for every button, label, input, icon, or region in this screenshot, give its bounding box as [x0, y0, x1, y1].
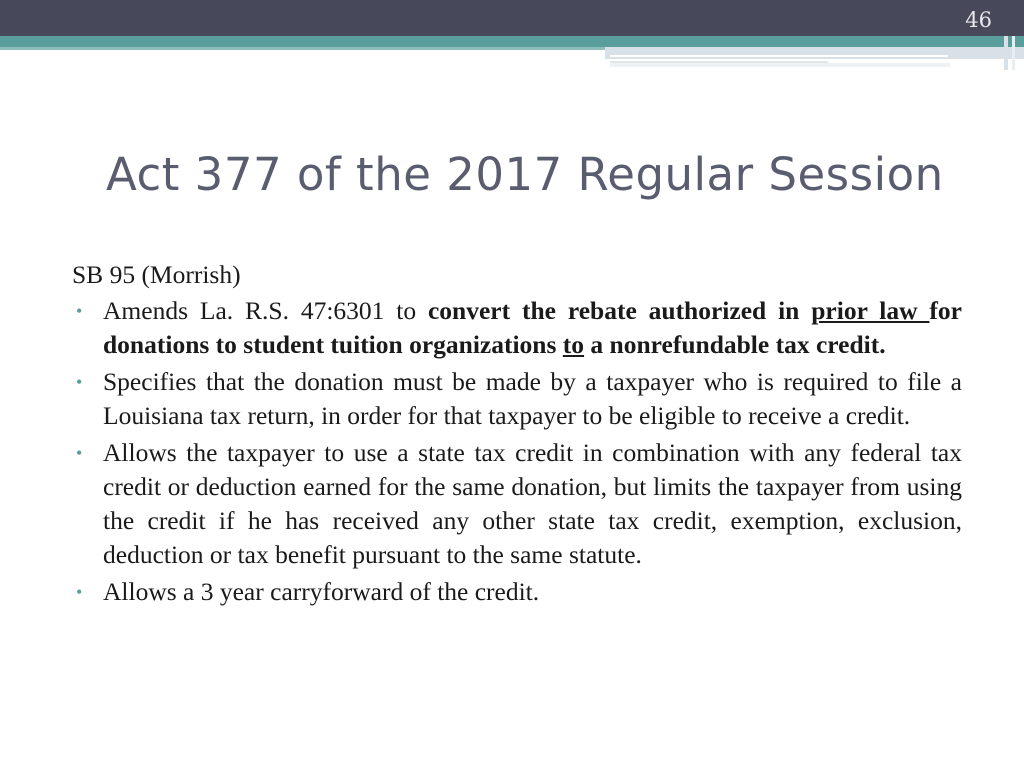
header-band-light: [605, 47, 1024, 59]
bullet-text-bold: a nonrefundable tax credit.: [584, 330, 886, 359]
bill-subheading: SB 95 (Morrish): [72, 260, 241, 289]
bullet-dot-icon: •: [76, 582, 83, 602]
slide-title: Act 377 of the 2017 Regular Session: [106, 148, 944, 201]
header-band-pale: [610, 63, 950, 67]
bullet-item: [72, 436, 962, 572]
header-band-teal-thin: [0, 47, 610, 50]
bullet-text-bold-underlined: prior law: [811, 296, 930, 325]
bullet-item: [72, 294, 962, 362]
header-band-vertical: [1004, 36, 1008, 70]
bullet-dot-icon: •: [76, 443, 83, 463]
header-band-line: [610, 55, 948, 57]
bullet-item: [72, 365, 962, 433]
bullet-item: [72, 575, 962, 609]
bullet-text: Allows the taxpayer to use a state tax credit in combination with any federal tax credit or deduction earned for the same donation, but limits the taxpayer from using the credit if he has received any other state tax credit, exemption, exclusion, deduction or tax benefit pursuant to the same statute.: [103, 438, 962, 569]
bullet-text-bold: for donations to student tuition organizations: [103, 296, 962, 359]
bullet-list: [72, 294, 962, 609]
bullet-text-bold: convert the rebate authorized in: [427, 296, 812, 325]
page-number: 46: [965, 8, 992, 32]
header-band-dark: [0, 0, 1024, 36]
header-band-teal: [0, 36, 1024, 47]
bullet-text-plain: Amends La. R.S. 47:6301 to: [103, 296, 428, 325]
slide-body: [72, 258, 962, 612]
header-band-vertical-2: [1012, 36, 1015, 70]
bullet-text: Specifies that the donation must be made by a taxpayer who is required to file a Louisiana tax return, in order for that taxpayer to be eligible to receive a credit.: [103, 367, 962, 430]
bullet-text-bold-underlined: to: [562, 330, 585, 359]
bullet-dot-icon: •: [76, 372, 83, 392]
bullet-text: Allows a 3 year carryforward of the credit.: [103, 577, 540, 606]
bullet-dot-icon: •: [76, 301, 83, 321]
